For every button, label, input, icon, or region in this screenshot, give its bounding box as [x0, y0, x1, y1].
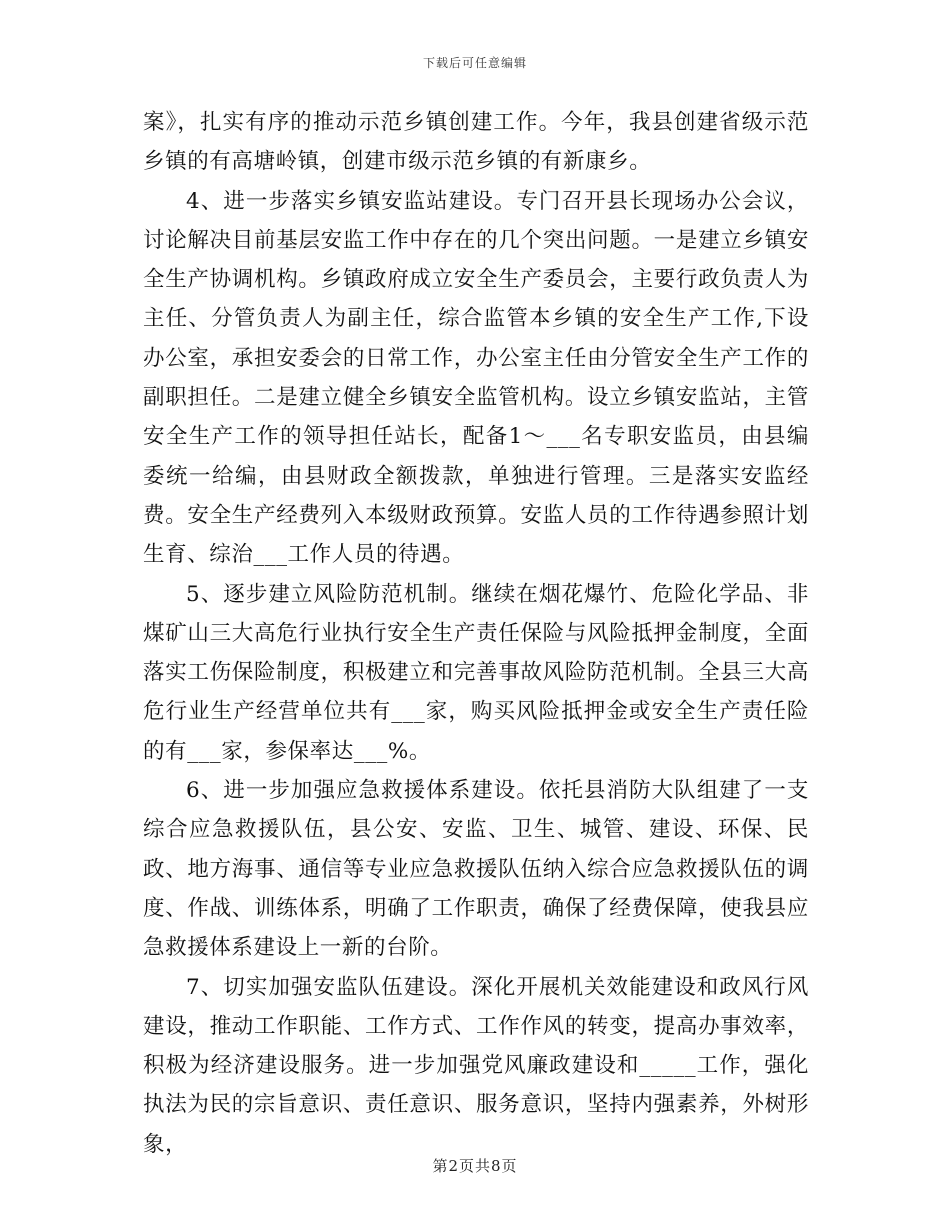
page-number: 第2页共8页 — [432, 1157, 518, 1175]
page-header: 下载后可任意编辑 — [422, 56, 527, 70]
paragraph-item-5: 5、逐步建立风险防范机制。继续在烟花爆竹、危险化学品、非煤矿山三大高危行业执行安全生产责任保险与风险抵押金制度，全面落实工伤保险制度，积极建立和完善事故风险防范机制。全县三大高危行业生产经营单位共有___家，购买风险抵押金或安全生产责任险的有___家，参保率达___%。 — [143, 581, 809, 764]
paragraph-item-7: 7、切实加强安监队伍建设。深化开展机关效能建设和政风行风建设，推动工作职能、工作方式、工作作风的转变，提高办事效率，积极为经济建设服务。进一步加强党风廉政建设和_____工作，强化执法为民的宗旨意识、责任意识、服务意识，坚持内强素养，外树形象， — [143, 974, 809, 1157]
paragraph-item-4: 4、进一步落实乡镇安监站建设。专门召开县长现场办公会议，讨论解决目前基层安监工作中存在的几个突出问题。一是建立乡镇安全生产协调机构。乡镇政府成立安全生产委员会，主要行政负责人为主任、分管负责人为副主任，综合监管本乡镇的安全生产工作,下设办公室，承担安委会的日常工作，办公室主任由分管安全生产工作的副职担任。二是建立健全乡镇安全监管机构。设立乡镇安监站，主管安全生产工作的领导担任站长，配备1～___名专职安监员，由县编委统一给编，由县财政全额拨款，单独进行管理。三是落实安监经费。安全生产经费列入本级财政预算。安监人员的工作待遇参照计划生育、综治___工作人员的待遇。 — [143, 188, 809, 568]
paragraph-continuation: 案》，扎实有序的推动示范乡镇创建工作。今年，我县创建省级示范乡镇的有高塘岭镇，创建市级示范乡镇的有新康乡。 — [143, 110, 809, 175]
document-body — [143, 103, 809, 1164]
paragraph-item-6: 6、进一步加强应急救援体系建设。依托县消防大队组建了一支综合应急救援队伍，县公安、安监、卫生、城管、建设、环保、民政、地方海事、通信等专业应急救援队伍纳入综合应急救援队伍的调度、作战、训练体系，明确了工作职责，确保了经费保障，使我县应急救援体系建设上一新的台阶。 — [143, 778, 809, 961]
